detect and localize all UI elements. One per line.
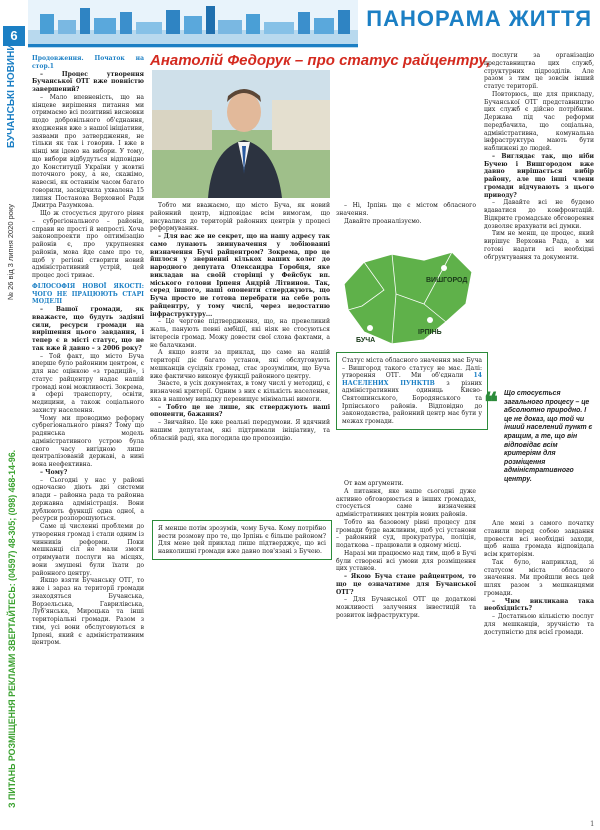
article-column-4 [484,520,594,820]
paragraph: – Давайте всі не будемо вдаватися до конфронтацій. Відкрите громадське обговорення дозволяє врахувати всі думки. [484,199,594,230]
paragraph: – Це чергове підтвердження, що, на превеликий жаль, панують певні амбіції, які ніяк не стосуються інтересів громад. Можу довести свої слова фактами, а не балачками. [150,318,330,349]
paragraph: Саме ці численні проблеми до утворення громад і стали одним із чинників реформи. Поки мешканці сіл не мали змоги отримувати послуги на місцях, вони змушені були їхати до районного центру. [32,523,144,577]
paragraph: послуги за організацію представництва цих служб, структурних підрозділів. Але разом з тим це зовсім інший статус території. [484,52,594,90]
paragraph: – Виглядає так, що ніби Бучею і Вишгородом вже давно вирішається вибір району, але що інші члени громади відчувають з цього приводу? [484,152,594,199]
paragraph: – Вашої громади, як вважаєте, що будуть задіяні сили, ресурси громади на вирішення цього завдання, і тепер є в місті статус, що не так вже й давно – з 2006 року? [32,306,144,352]
paragraph: Що ж стосується другого рівня – субрегіонального – районів, справи не прості й непрості. Хоча законопроекти про оптимізацію районів є, про укрупнення районів, мова йде саме про те, щоб у регіоні створити новий адміністративний устрій, цей процес досі триває. [32,210,144,279]
paragraph: – Процес утворення Бучанської ОТГ вже повністю завершений? [32,70,144,93]
paragraph: – Достатньою кількістю послуг для мешканців, зручністю та доступністю для всієї громади. [484,613,594,636]
article-column-4-top [484,52,594,384]
quote-mark-icon: ❝ [484,388,498,417]
paragraph: Наразі ми працюємо над тим, щоб в Бучі були створені всі умови для розміщення цих установ. [336,549,476,573]
map-marker [441,265,447,271]
paragraph: Давайте проаналізуємо. [344,217,422,225]
paragraph: Продовження. Початок на стор.1 [32,55,144,70]
person-photo-illustration [152,70,330,198]
map-label-vyshhorod: ВИШГОРОД [426,277,468,284]
paragraph: – Мало впевненість, що на кінцеве вирішення питання ми отримаємо всі позитивні висновки щодо добровільного об'єднання, входження вже з нашої ініціативи, заявами про затвердження, не тільки як так і говорив. І вже в кінці ми ідемо на вибори. У тому, що вибори відбудуться відповідно до Конституції України у жовтні поточного року, а не, скажімо, навесні, як останнім часом багато говорили, засвідчила ухвалена 15 липня Постанова Верховної Ради Дмитра Разумкова. [32,93,144,210]
paragraph: Якщо взяти Бучанську ОТГ, то вже і зараз на території громади знаходяться Бучанська, Ворзельська, Гаврилівська, Луб'янська, Мироцька та інші територіальні громади. Разом з тим, усі вони обслуговуються в Ірпені, який є адміністративним центром. [32,577,144,647]
paragraph: Але мені з самого початку ставили перед собою завдання провести всі необхідні заходи, щоб наша громада відповідала всім критеріям. [484,520,594,558]
paragraph: От вам аргументи. [344,480,404,487]
paragraph: – Сьогодні у нас у районі одночасно діють дві системи влади – районна рада та районна державна адміністрація. Вони дублюють функції одна одної, а ресурси розпорошуються. [32,476,144,523]
paragraph: – Той факт, що місто Буча вперше було районним центром, є для нас оцінкою «з традицій», і статус райцентру надає нашій громаді нові можливості. Зокрема, в сфері транспорту, освіти, медицини, а також соціального захисту населення. [32,352,144,414]
map-label-bucha: БУЧА [356,337,376,344]
map-marker [427,317,433,323]
paragraph: – Тобто це не лише, як стверджують наші опоненти, бажання? [150,403,330,419]
section-title: ПАНОРАМА ЖИТТЯ [366,6,592,31]
map-caption-box [336,352,488,430]
community-map-illustration [334,244,480,350]
map-label-irpin: ІРПІНЬ [418,329,442,336]
settlement-count: 14 НАСЕЛЕНИХ ПУНКТІВ [342,372,482,387]
portrait-photo [152,70,330,198]
city-skyline-illustration [28,0,358,48]
paragraph: – Ні, Ірпінь ще є містом обласного значення. [336,202,476,217]
article-column-3-top [336,202,476,242]
paragraph: Знаєте, в усіх документах, в тому числі у методиці, є визначені критерії. Одним з них є кількість населення, яка в нашому випадку перевищує мінімальні вимоги. [150,380,330,403]
article-column-1 [32,52,144,647]
paragraph: – Для вас же не секрет, що на нашу адресу так само лунають звинувачення у лобіюванні визначення Бучі райцентром? Зокрема, про це йшлося у зверненні кількох ваших колег до народного депутата Олександра Горобця, яке викладав на своїй сторінці у Фейсбук вп. міського голови Ірпеня Андрій Літвинов. Так, серед іншого, наші опоненти стверджують, що Буча просто не готова перебрати на себе роль райцентру, у тому числі, через недостатню інфраструктуру... [150,233,330,318]
highlight-box-text: Я менше потім зрозумів, чому Буча. Кому потрібно вести розмову про те, що Ірпінь є більше районом? Для мене цей приклад лише підтверджує, що всі навколишні громади вже давно пов'язані з Бучею. [158,525,326,555]
paragraph: А якщо взяти за приклад, що саме на нашій території діє багато установ, які обслуговують мешканців сусідніх громад, стає зрозумілим, що Буча вже фактично виконує функції районного центру. [150,349,330,380]
paragraph: – Для Бучанської ОТГ це додаткові можливості залучення інвестицій та розвиток інфраструктури. [336,596,476,619]
newspaper-name: БУЧАНСЬКІ НОВИНИ [6,43,17,148]
paragraph: – Якою Буча стане райцентром, то що це означатиме для Бучанської ОТГ? [336,573,476,596]
paragraph: Так було, наприклад, зі статусом міста обласного значення. Ми пройшли весь цей шлях разом з мешканцями громади. [484,558,594,597]
article-column-2 [150,202,330,442]
paragraph: – Чим викликана така необхідність? [484,597,594,613]
pull-quote: Що стосується загального процесу – це абсолютно природно. І це не доказ, що той чи інший населений пункт є кращим, а те, що він відповідає всім критеріям для розміщення адміністративного центру. [504,390,593,483]
page-number: 6 [3,26,25,46]
article-column-3 [336,480,476,820]
page-sidebar [0,0,26,830]
map-caption-text: Статус міста обласного значення має Буча – Вишгород такого статусу не має. Далі: утворення ОТГ. Ми об'єднали 14 НАСЕЛЕНИХ ПУНКТІВ з різних адміністративних одиниць Києво-Святошинського, Бородянського та Ірпінського районів. Відповідно до законодавства, районний центр має бути у межах громади. [342,357,482,425]
paragraph: ФІЛОСОФІЯ НОВОЇ ЯКОСТІ: ЧОГО НЕ ПРАЦЮЮТЬ СТАРІ МОДЕЛІ [32,282,144,306]
article-headline: Анатолій Федорук – про статус райцентру, [150,52,491,69]
paragraph: Тобто на базовому рівні процесу для громади буде важливим, щоб усі установи – районний суд, прокуратура, поліція, податкова – працювали в одному місці. [336,518,476,549]
issue-date: № 26 від 3 липня 2020 року [6,203,15,300]
paragraph: – Звичайно. Це вже реальні передумови. Я вдячний нашим депутатам, які підтримали ініціативу, та обласній раді, яка погодила цю пропозицію. [150,419,330,442]
paragraph: Тобто ми вважаємо, що місто Буча, як новий районний центр, відповідає всім вимогам, що висувалися до територій районних центрів у процесі реформування. [150,202,330,233]
highlight-box [152,520,332,560]
footer-marker: 1 [590,820,595,828]
paragraph: А питання, яке наше сьогодні дуже активно обговорюється в інших громадах, стосується саме визначення адміністративних центрів нових районів. [336,487,476,518]
paragraph: Тим не менш, це процес, який вирішує Верховна Рада, а ми готові надати всі необхідні обґрунтування та документи. [484,230,594,261]
region-map [334,244,480,350]
paragraph: Повторюсь, ще для прикладу, Бучанської ОТГ представництво цих служб є дійсно потрібним. Держава під час реформи передбачила, що соціальна, адміністративна, комунальна інфраструктура мають бути наближені до людей. [484,90,594,152]
section-header [28,0,600,48]
map-marker [367,325,373,331]
paragraph: Чому ми проводимо реформу субрегіонального рівня? Тому що радянська модель адміністративного устрою була свого часу вигідною лише централізованій державі, а нині вона неефективна. [32,414,144,468]
ads-contact: З ПИТАНЬ РОЗМІЩЕННЯ РЕКЛАМИ ЗВЕРТАЙТЕСЬ: (04597) 48-305; (098) 468-14-96. [7,449,17,808]
paragraph: – Чому? [40,468,68,476]
